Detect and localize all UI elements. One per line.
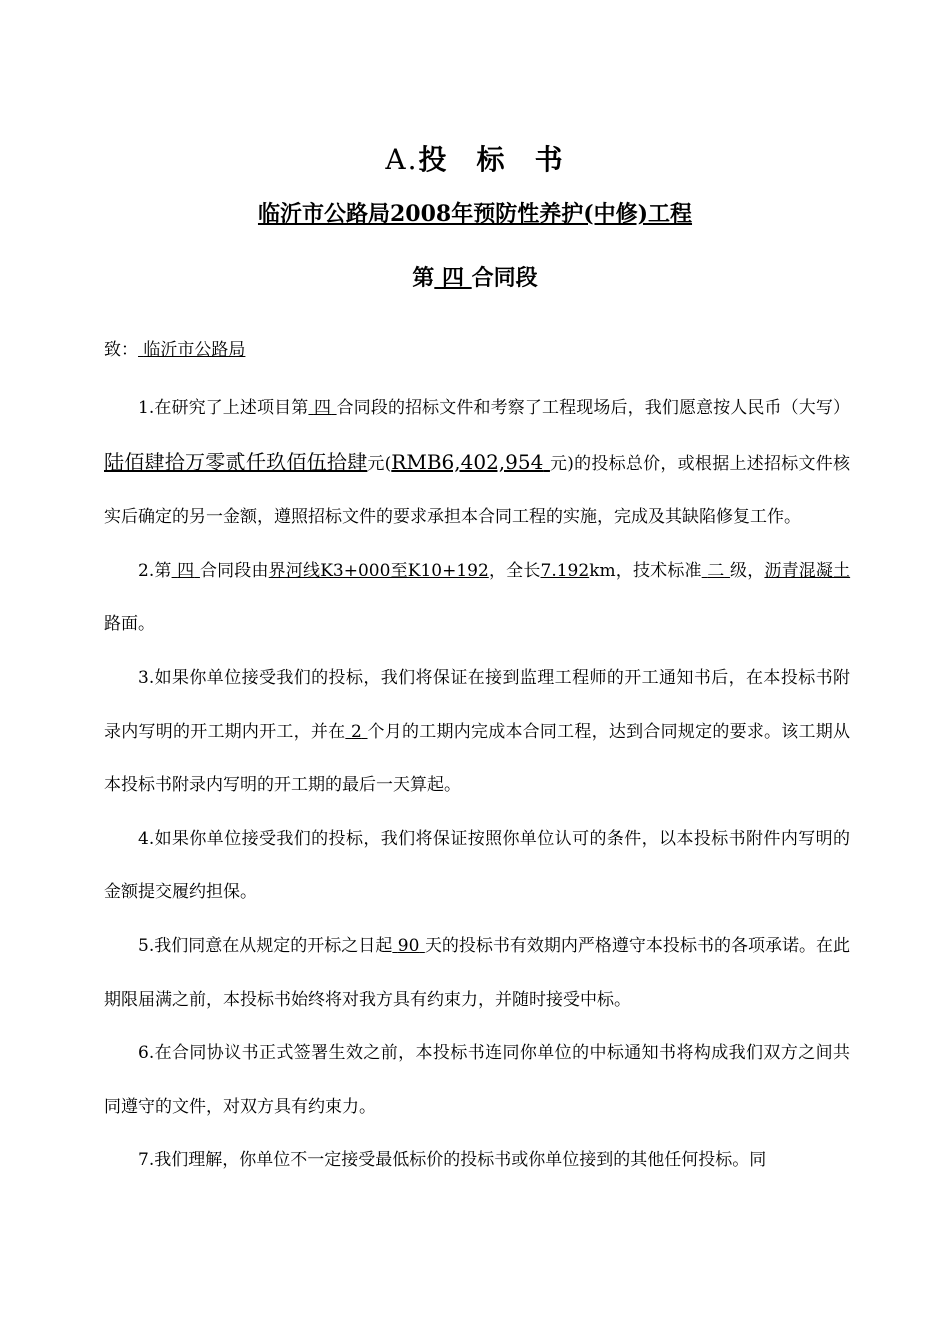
document-body	[104, 382, 850, 1188]
title-prefix: A.	[385, 143, 419, 176]
paragraph-7: 7.我们理解，你单位不一定接受最低标价的投标书或你单位接到的其他任何投标。同	[138, 1150, 767, 1171]
validity-days: 90	[397, 935, 420, 956]
paragraph-1: 1.在研究了上述项目第 四 合同段的招标文件和考察了工程现场后，我们愿意按人民币（大写）陆佰肆拾万零贰仟玖佰伍拾肆元(RMB6,402,954 元)的投标总价，或根据上述招标文件核实后确定的另一金额，遵照招标文件的要求承担本合同工程的实施，完成及其缺陷修复工作。	[104, 398, 851, 528]
title-char-3: 书	[534, 143, 565, 176]
paragraph-6: 6.在合同协议书正式签署生效之前，本投标书连同你单位的中标通知书将构成我们双方之间共同遵守的文件，对双方具有约束力。	[104, 1043, 850, 1117]
duration-months: 2	[351, 721, 362, 742]
addressee-label: 致：	[104, 340, 138, 360]
paragraph-2: 2.第 四 合同段由界河线K3+000至K10+192，全长7.192km，技术标准 二 级，沥青混凝土路面。	[104, 560, 851, 635]
section-fill-2: 四	[177, 560, 195, 581]
route-range: 界河线K3+000至K10+192	[268, 560, 489, 581]
total-length: 7.192	[540, 560, 590, 581]
contract-section-heading	[0, 260, 950, 296]
addressee-line	[104, 336, 245, 364]
project-name: 临沂市公路局2008年预防性养护(中修)工程	[257, 201, 693, 227]
contract-section-fill: 四	[313, 398, 332, 418]
title-char-2: 标	[476, 143, 507, 176]
addressee-name: 临沂市公路局	[143, 340, 246, 360]
section-prefix: 第	[412, 265, 435, 291]
title-char-1: 投	[418, 143, 449, 176]
project-subtitle	[0, 196, 950, 232]
document-title	[0, 138, 950, 182]
amount-in-words: 陆佰肆拾万零贰仟玖佰伍拾肆	[104, 449, 368, 474]
paragraph-5: 5.我们同意在从规定的开标之日起 90 天的投标书有效期内严格遵守本投标书的各项承诺。在此期限届满之前，本投标书始终将对我方具有约束力，并随时接受中标。	[104, 935, 851, 1010]
amount-in-figures: RMB6,402,954	[391, 449, 544, 474]
paragraph-3: 3.如果你单位接受我们的投标，我们将保证在接到监理工程师的开工通知书后，在本投标书附录内写明的开工期内开工，并在 2 个月的工期内完成本合同工程，达到合同规定的要求。该工期从本投标书附录内写明的开工期的最后一天算起。	[104, 667, 851, 796]
pavement-type: 沥青混凝土	[764, 560, 851, 581]
road-grade: 二	[707, 560, 725, 581]
section-number: 四	[441, 265, 464, 291]
section-suffix: 合同段	[471, 265, 538, 291]
paragraph-4: 4.如果你单位接受我们的投标，我们将保证按照你单位认可的条件，以本投标书附件内写明的金额提交履约担保。	[104, 828, 850, 903]
